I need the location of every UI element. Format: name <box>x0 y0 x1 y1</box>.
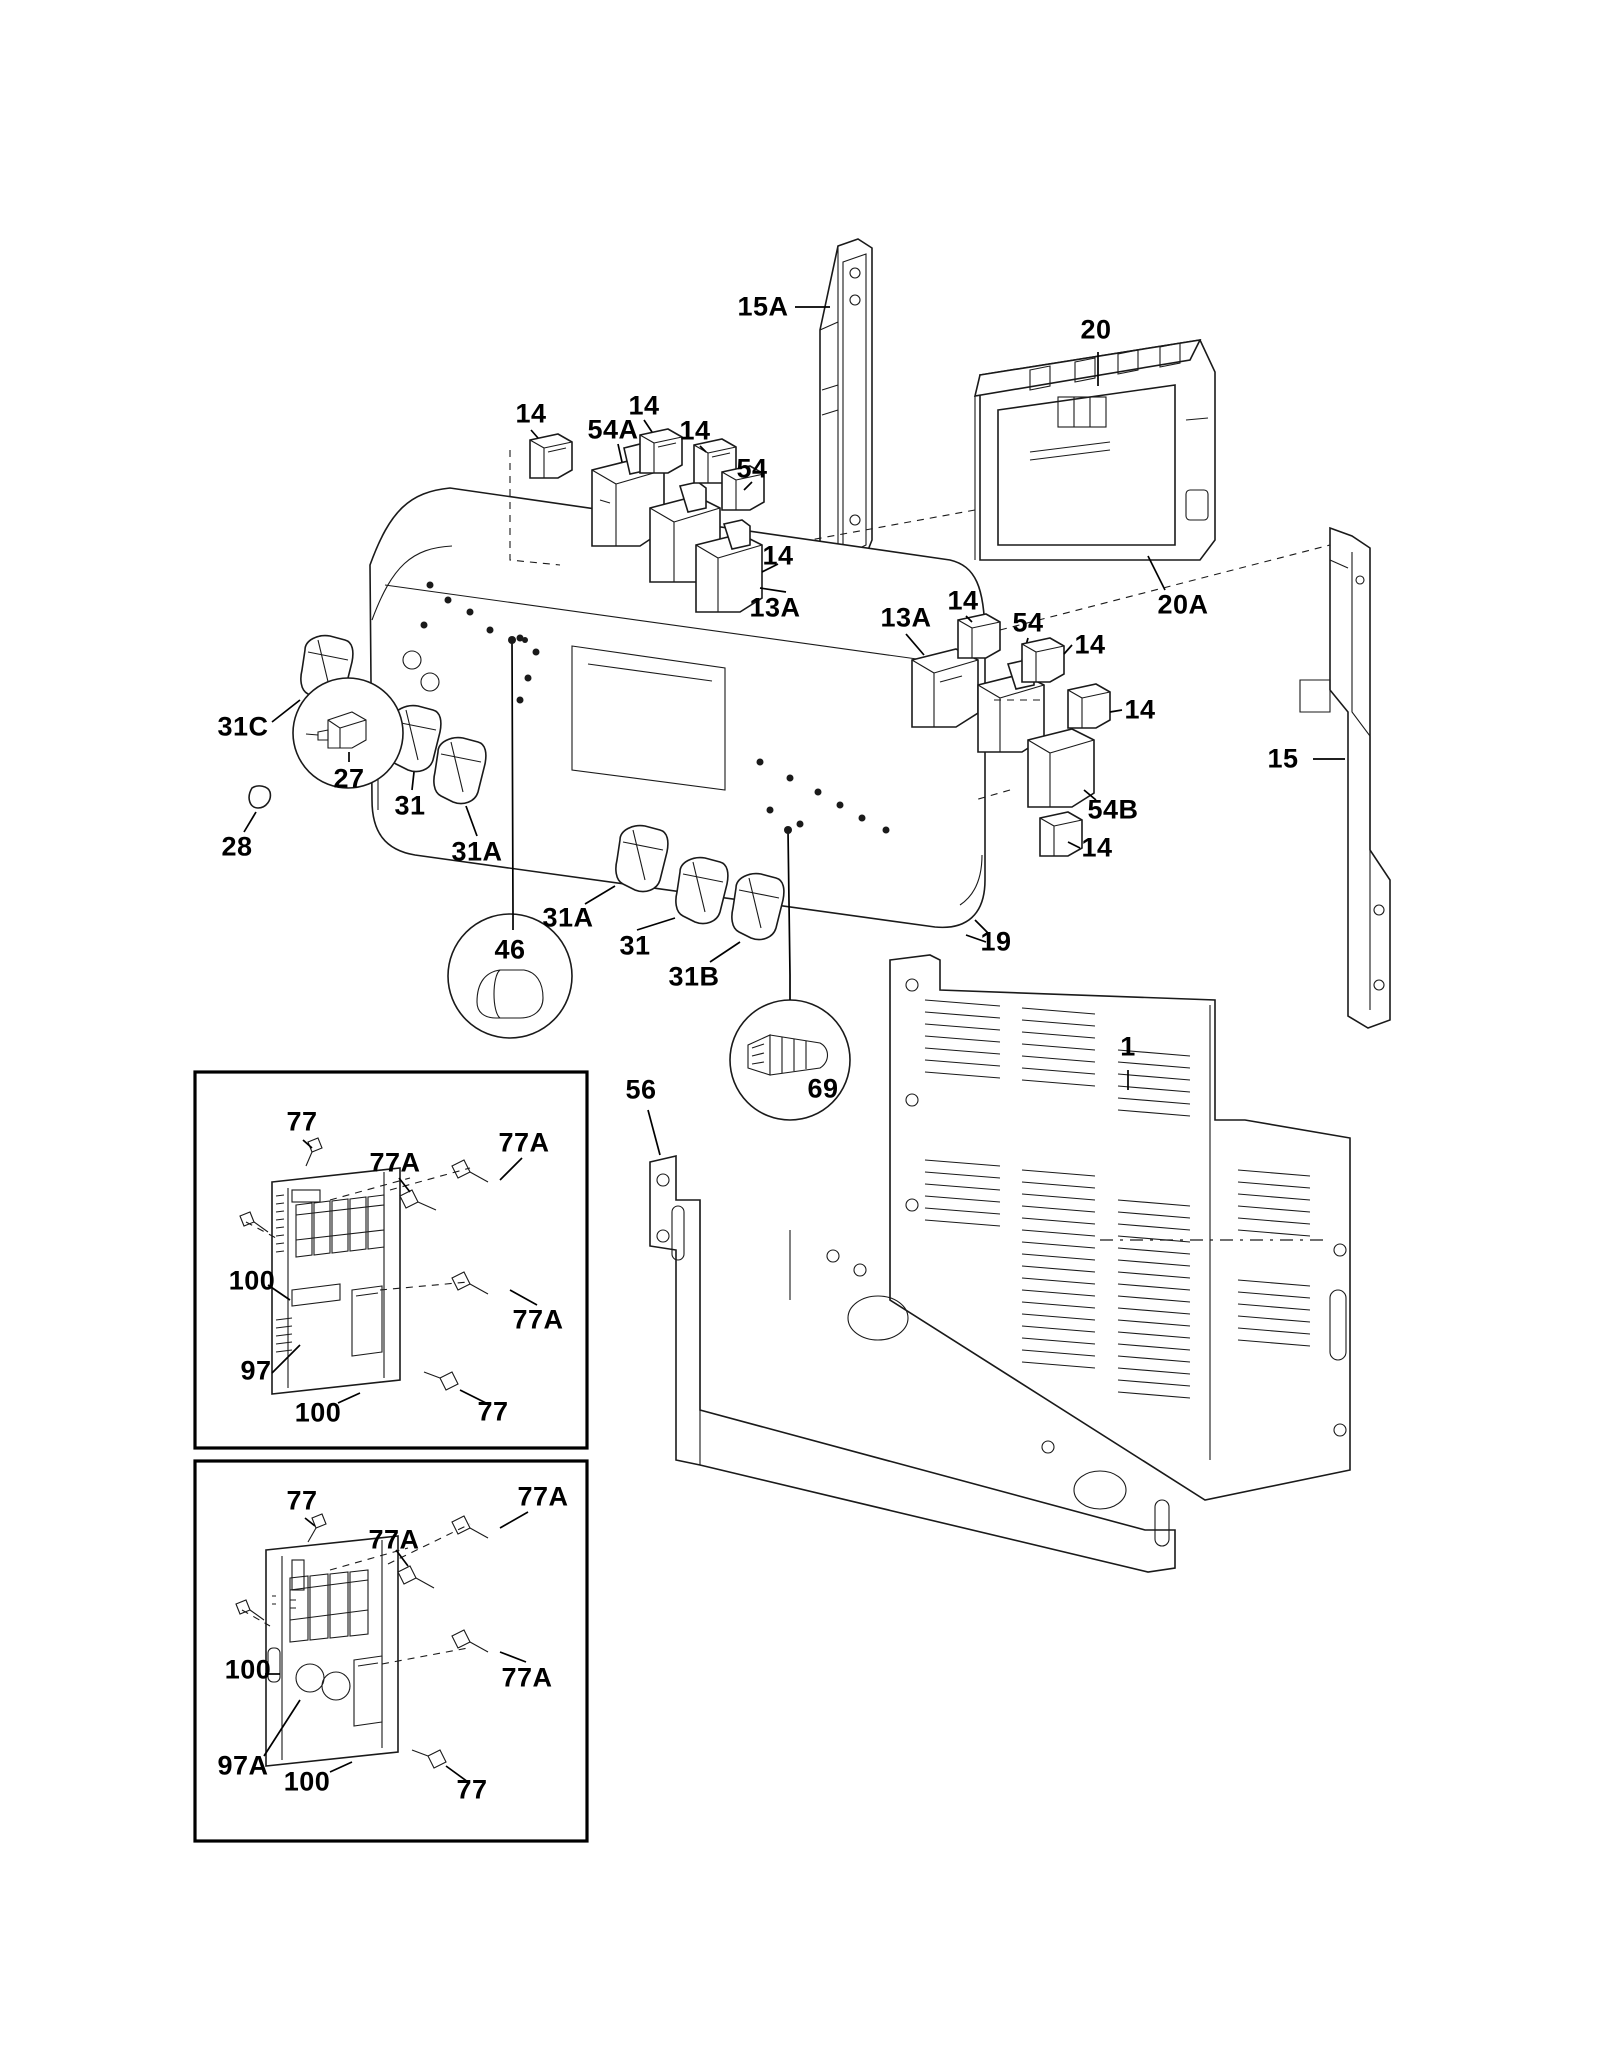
callout-31C: 31C <box>217 711 269 742</box>
callout-97: 97 <box>240 1355 272 1386</box>
callout-14-a: 14 <box>515 398 547 429</box>
part-31B-knob <box>732 874 784 940</box>
callout-97A: 97A <box>217 1750 269 1781</box>
callout-77A-f: 77A <box>501 1662 553 1693</box>
part-54B-infinite-switch <box>1028 729 1094 807</box>
callout-14-e: 14 <box>947 585 979 616</box>
part-14-switch-right-a <box>958 614 1000 658</box>
callout-28: 28 <box>221 831 253 862</box>
part-13A-switch-right <box>912 649 978 727</box>
callout-14-c: 14 <box>679 415 711 446</box>
callout-31A-b: 31A <box>542 902 594 933</box>
callout-19: 19 <box>980 926 1012 957</box>
callout-77-b: 77 <box>477 1396 509 1427</box>
callout-77A-c: 77A <box>512 1304 564 1335</box>
callout-69: 69 <box>807 1073 839 1104</box>
callout-77-c: 77 <box>286 1485 318 1516</box>
callout-54-b: 54 <box>1012 607 1044 638</box>
callout-1: 1 <box>1120 1031 1136 1062</box>
part-15-side-trim <box>1300 528 1390 1028</box>
part-14-switch-small-a <box>530 434 572 478</box>
callout-31-b: 31 <box>619 930 651 961</box>
callout-100-b: 100 <box>294 1397 342 1428</box>
callout-15A: 15A <box>737 291 789 322</box>
part-97A-control-board <box>266 1536 398 1766</box>
callout-46: 46 <box>494 934 526 965</box>
callout-14-d: 14 <box>762 540 794 571</box>
callout-77-d: 77 <box>456 1774 488 1805</box>
callout-54B: 54B <box>1087 794 1139 825</box>
part-14-switch-right-d <box>1040 812 1082 856</box>
part-14-switch-small-b <box>640 429 682 473</box>
part-14-switch-right-c <box>1068 684 1110 728</box>
part-14-switch-right-b <box>1022 638 1064 682</box>
callout-54-a: 54 <box>736 453 768 484</box>
callout-31B: 31B <box>668 961 720 992</box>
callout-14-f: 14 <box>1074 629 1106 660</box>
callout-77-a: 77 <box>286 1106 318 1137</box>
part-31-knob-b <box>676 858 728 924</box>
callout-14-b: 14 <box>628 390 660 421</box>
callout-14-g: 14 <box>1124 694 1156 725</box>
part-28-pin <box>249 786 270 808</box>
callout-54A: 54A <box>587 414 639 445</box>
callout-27: 27 <box>333 763 365 794</box>
part-15A-side-trim <box>820 239 872 580</box>
callout-100-a: 100 <box>228 1265 276 1296</box>
part-31A-knob-b <box>616 826 668 892</box>
callout-77A-b: 77A <box>498 1127 550 1158</box>
callout-77A-a: 77A <box>369 1147 421 1178</box>
callout-77A-e: 77A <box>368 1524 420 1555</box>
callout-56: 56 <box>625 1074 657 1105</box>
callout-20: 20 <box>1080 314 1112 345</box>
part-31A-knob-a <box>434 738 486 804</box>
part-20-control-module <box>975 340 1215 560</box>
callout-100-c: 100 <box>224 1654 272 1685</box>
callout-31-a: 31 <box>394 790 426 821</box>
callout-13A-b: 13A <box>880 602 932 633</box>
callout-31A-a: 31A <box>451 836 503 867</box>
part-97-control-board <box>272 1168 400 1394</box>
callout-77A-d: 77A <box>517 1481 569 1512</box>
callout-100-d: 100 <box>283 1766 331 1797</box>
callout-13A-a: 13A <box>749 592 801 623</box>
callout-14-h: 14 <box>1081 832 1113 863</box>
callout-20A: 20A <box>1157 589 1209 620</box>
callout-15: 15 <box>1267 743 1299 774</box>
